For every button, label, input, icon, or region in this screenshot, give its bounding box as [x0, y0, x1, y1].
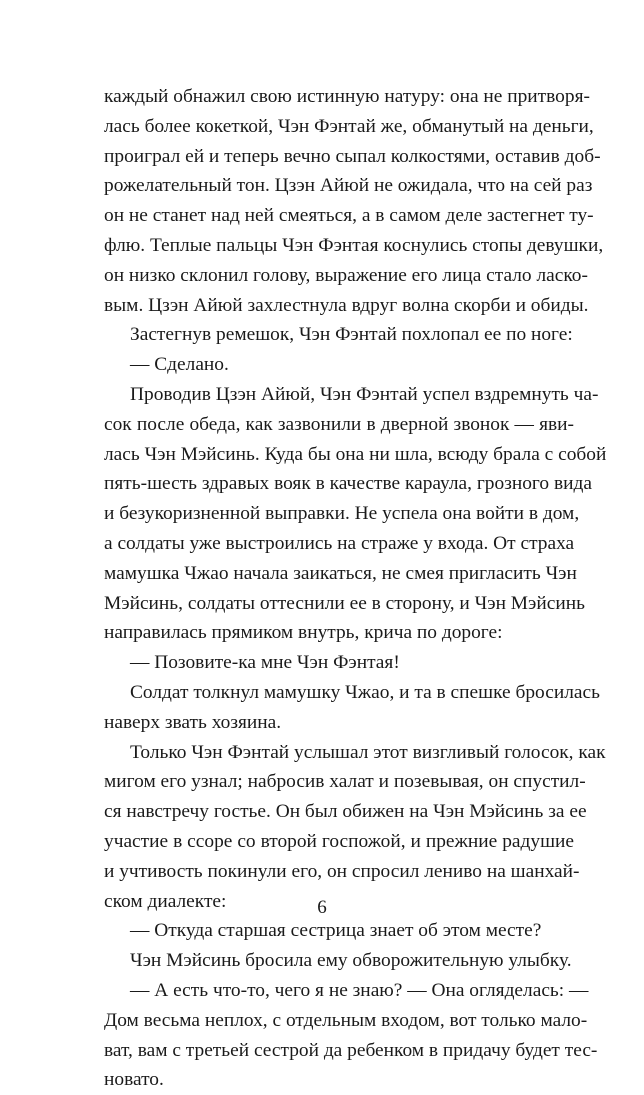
text-line: рожелательный тон. Цзэн Айюй не ожидала, что на сей раз	[104, 175, 593, 197]
text-line: — Позовите-ка мне Чэн Фэнтая!	[130, 652, 400, 674]
text-line: направилась прямиком внутрь, крича по дороге:	[104, 622, 503, 644]
text-line: сок после обеда, как зазвонили в дверной звонок — яви-	[104, 413, 574, 435]
text-line: — Откуда старшая сестрица знает об этом месте?	[130, 920, 542, 942]
text-line: Солдат толкнул мамушку Чжао, и та в спешке бросилась	[130, 681, 600, 703]
text-line: проиграл ей и теперь вечно сыпал колкостями, оставив доб-	[104, 145, 601, 167]
text-line: и учтивость покинули его, он спросил лениво на шанхай-	[104, 860, 580, 882]
text-line: Застегнув ремешок, Чэн Фэнтай похлопал ее по ноге:	[130, 324, 573, 346]
text-line: лась Чэн Мэйсинь. Куда бы она ни шла, всюду брала с собой	[104, 443, 607, 465]
text-line: мамушка Чжао начала заикаться, не смея пригласить Чэн	[104, 562, 577, 584]
text-line: Только Чэн Фэнтай услышал этот визгливый голосок, как	[130, 741, 606, 763]
text-line: новато.	[104, 1069, 164, 1091]
text-line: он низко склонил голову, выражение его лица стало ласко-	[104, 264, 588, 286]
text-line: участие в ссоре со второй госпожой, и прежние радушие	[104, 830, 574, 852]
text-line: ват, вам с третьей сестрой да ребенком в придачу будет тес-	[104, 1039, 598, 1061]
text-line: наверх звать хозяина.	[104, 711, 282, 733]
text-body	[104, 82, 607, 1095]
text-line: Чэн Мэйсинь бросила ему обворожительную улыбку.	[130, 950, 572, 972]
text-line: а солдаты уже выстроились на страже у входа. От страха	[104, 532, 575, 554]
text-line: Дом весьма неплох, с отдельным входом, вот только мало-	[104, 1009, 588, 1031]
text-line: Проводив Цзэн Айюй, Чэн Фэнтай успел вздремнуть ча-	[130, 383, 599, 405]
text-line: лась более кокеткой, Чэн Фэнтай же, обманутый на деньги,	[104, 115, 594, 137]
text-line: — Сделано.	[130, 354, 229, 376]
text-line: и безукоризненной выправки. Не успела она войти в дом,	[104, 503, 580, 525]
text-line: ском диалекте:	[104, 890, 227, 912]
text-line: ся навстречу гостье. Он был обижен на Чэн Мэйсинь за ее	[104, 801, 587, 823]
text-line: мигом его узнал; набросив халат и позевывая, он спустил-	[104, 771, 586, 793]
text-line: каждый обнажил свою истинную натуру: она не притворя-	[104, 86, 590, 107]
text-line: Мэйсинь, солдаты оттеснили ее в сторону, и Чэн Мэйсинь	[104, 592, 585, 614]
text-line: он не станет над ней смеяться, а в самом деле застегнет ту-	[104, 205, 594, 227]
text-line: флю. Теплые пальцы Чэн Фэнтая коснулись стопы девушки,	[104, 234, 604, 256]
page-number: 6	[317, 897, 327, 918]
text-line: пять-шесть здравых вояк в качестве караула, грозного вида	[104, 473, 592, 495]
text-line: вым. Цзэн Айюй захлестнула вдруг волна скорби и обиды.	[104, 294, 589, 316]
text-line: — А есть что-то, чего я не знаю? — Она огляделась: —	[130, 979, 589, 1001]
